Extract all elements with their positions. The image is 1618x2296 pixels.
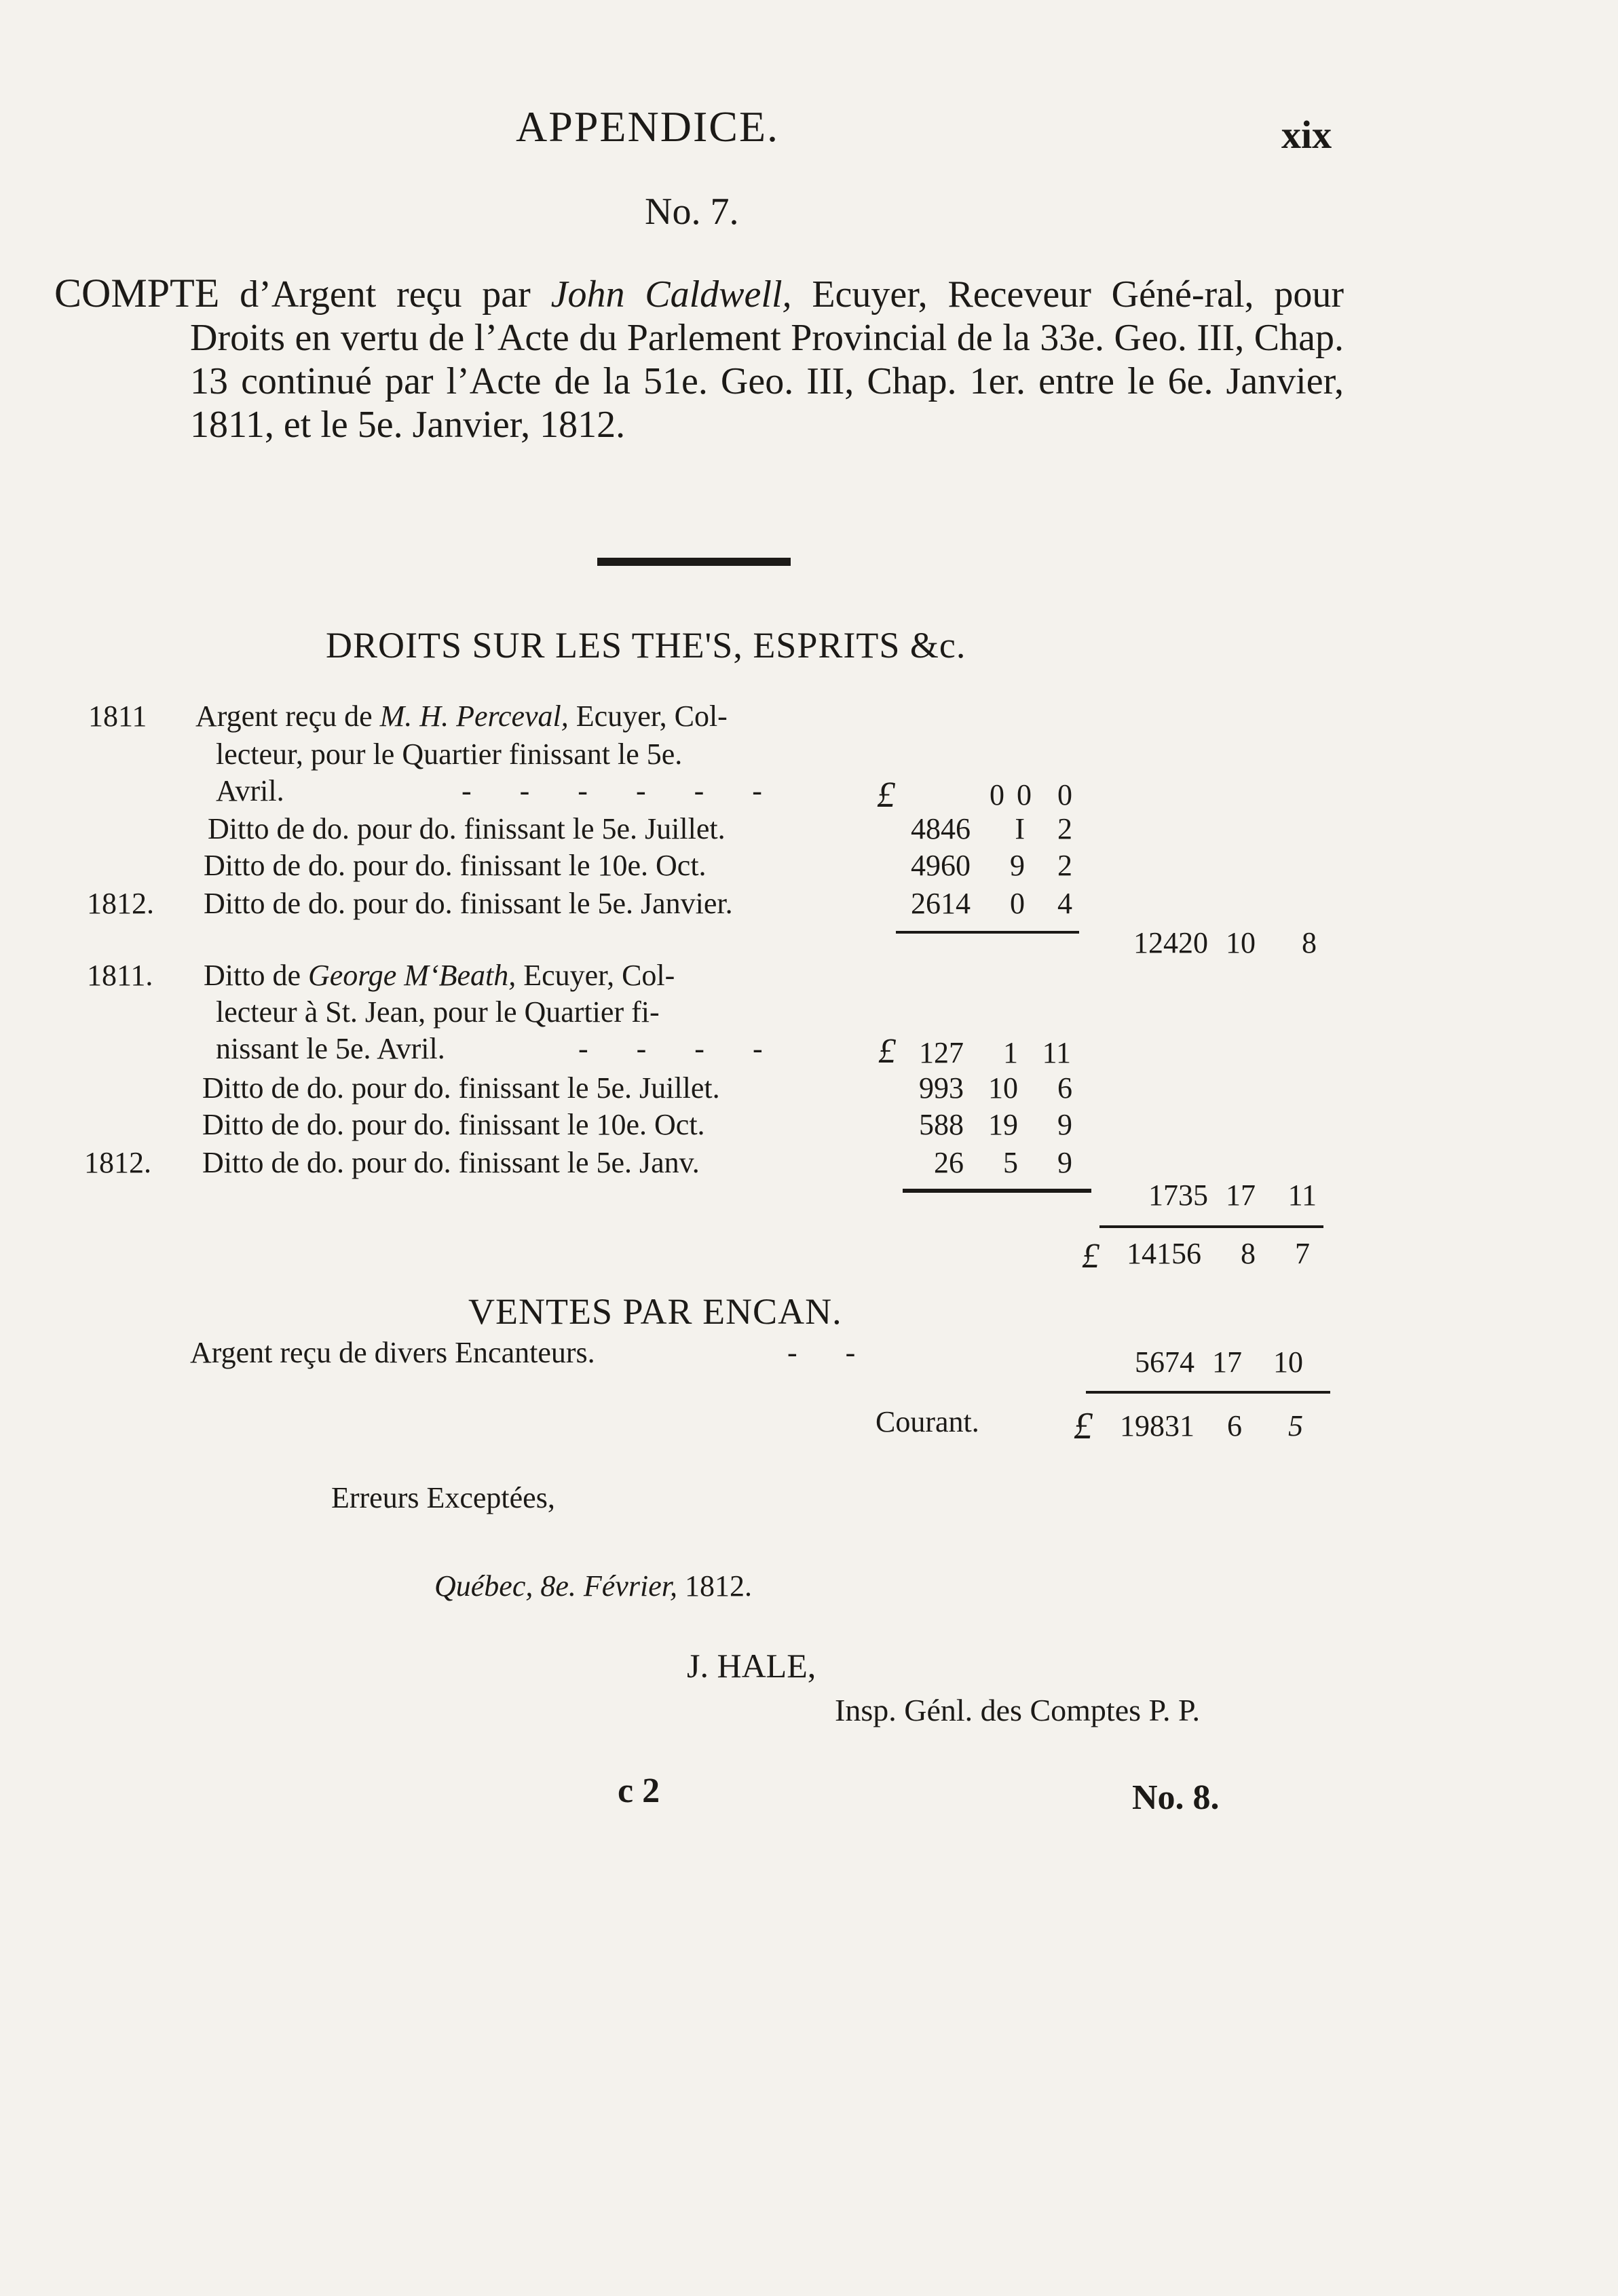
signature-mark: c 2 bbox=[618, 1772, 660, 1810]
g1r4-text: Ditto de do. pour do. finissant le 5e. Janvier. bbox=[204, 887, 733, 920]
signatory-name: J. HALE, bbox=[687, 1647, 816, 1685]
g1r2-pounds: 4846 bbox=[911, 812, 971, 845]
currency-sign: £ bbox=[878, 1032, 896, 1071]
subtotal-rule bbox=[1099, 1225, 1323, 1228]
document-number: No. 7. bbox=[645, 191, 739, 233]
section2-heading: VENTES PAR ENCAN. bbox=[468, 1291, 842, 1332]
g2r1-pounds: 127 bbox=[919, 1036, 964, 1069]
g2r3-text: Ditto de do. pour do. finissant le 10e. Oct. bbox=[202, 1108, 705, 1141]
g2r2-pounds: 993 bbox=[919, 1071, 964, 1105]
g2-total-shillings: 17 bbox=[1226, 1179, 1256, 1212]
section2-shillings: 17 bbox=[1212, 1345, 1242, 1379]
g1r3-pence: 2 bbox=[1057, 849, 1072, 882]
g2r1-line-b: Ecuyer, Col- bbox=[523, 959, 675, 992]
g2r2-text: Ditto de do. pour do. finissant le 5e. Juillet. bbox=[202, 1071, 720, 1105]
g1r1-pounds: 0 bbox=[990, 778, 1004, 811]
g1r3-shillings: 9 bbox=[1010, 849, 1025, 882]
grand-total-pounds: 19831 bbox=[1120, 1409, 1194, 1442]
place: Québec, bbox=[434, 1569, 533, 1603]
grand-total-rule bbox=[1086, 1391, 1330, 1394]
page-title: APPENDICE. bbox=[516, 102, 780, 151]
group1-row1-text3: Avril. bbox=[216, 774, 284, 807]
intro-paragraph bbox=[54, 271, 1344, 446]
grand-total-pence: 5 bbox=[1288, 1409, 1303, 1442]
g1r3-text: Ditto de do. pour do. finissant le 10e. Oct. bbox=[204, 849, 707, 882]
g1r2-text: Ditto de do. pour do. finissant le 5e. Juillet. bbox=[208, 812, 726, 845]
g2r1-text3: nissant le 5e. Avril. bbox=[216, 1032, 445, 1065]
section2-pence: 10 bbox=[1273, 1345, 1303, 1379]
currency-sign: £ bbox=[1082, 1237, 1099, 1276]
g1r1-line-b: Ecuyer, Col- bbox=[576, 700, 728, 733]
g2r3-shillings: 19 bbox=[988, 1108, 1018, 1141]
section2-dots: - - bbox=[787, 1336, 876, 1369]
group1-underline bbox=[896, 931, 1079, 934]
group1-row1-year: 1811 bbox=[88, 700, 147, 733]
g2r1-pence: 11 bbox=[1042, 1036, 1071, 1069]
group1-row1-dots: - - - - - - bbox=[462, 774, 783, 807]
section1-heading: DROITS SUR LES THE'S, ESPRITS &c. bbox=[326, 625, 966, 666]
g1r1-pence: 0 bbox=[1057, 778, 1072, 811]
intro-text-2: Ecuyer, Receveur Géné-ral, pour Droits en vertu de l’Acte du Parlement Provincial de la 33e. Geo. III, Chap. 13 continué par l’Acte de la 51e. Geo. III, Chap. 1er. entre le 6e. Janvier, 1811, et le 5e. Janvier, 1812. bbox=[190, 273, 1344, 446]
group1-row1-text bbox=[195, 699, 728, 733]
currency-sign: £ bbox=[1074, 1405, 1093, 1447]
g1r4-pence: 4 bbox=[1057, 887, 1072, 920]
section2-text: Argent reçu de divers Encanteurs. bbox=[190, 1336, 595, 1369]
g1-total-shillings: 10 bbox=[1226, 926, 1256, 959]
g2r1-text bbox=[204, 958, 675, 993]
errors-excepted: Erreurs Exceptées, bbox=[331, 1481, 555, 1514]
g2r1-year: 1811. bbox=[87, 959, 153, 992]
grand-total-shillings: 6 bbox=[1227, 1409, 1242, 1442]
g1r4-year: 1812. bbox=[87, 887, 154, 920]
subtotal-pence: 7 bbox=[1295, 1237, 1310, 1270]
g2r2-shillings: 10 bbox=[988, 1071, 1018, 1105]
g2r3-pounds: 588 bbox=[919, 1108, 964, 1141]
g2r4-year: 1812. bbox=[84, 1146, 151, 1179]
g2r2-pence: 6 bbox=[1057, 1071, 1072, 1105]
g2r1-dots: - - - - bbox=[578, 1032, 783, 1065]
intro-lead: COMPTE bbox=[54, 271, 220, 315]
group1-row1-text2: lecteur, pour le Quartier finissant le 5e. bbox=[216, 738, 683, 771]
group2-underline bbox=[903, 1189, 1091, 1193]
g1r3-pounds: 4960 bbox=[911, 849, 971, 882]
g1r1-line-a: Argent reçu de bbox=[195, 700, 373, 733]
g2-total-pounds: 1735 bbox=[1148, 1179, 1208, 1212]
g2r4-text: Ditto de do. pour do. finissant le 5e. Janv. bbox=[202, 1146, 700, 1179]
subtotal-pounds: 14156 bbox=[1127, 1237, 1201, 1270]
signatory-title: Insp. Génl. des Comptes P. P. bbox=[835, 1693, 1200, 1727]
intro-text-1: d’Argent reçu par bbox=[219, 273, 551, 315]
next-document-number: No. 8. bbox=[1132, 1778, 1220, 1817]
g1r2-shillings: I bbox=[1015, 812, 1025, 845]
g1r1-shillings: 0 bbox=[1017, 778, 1032, 811]
g1r1-person: M. H. Perceval, bbox=[379, 700, 569, 733]
g2r1-person: George M‘Beath, bbox=[307, 959, 516, 992]
g2r1-line-a: Ditto de bbox=[204, 959, 301, 992]
subtotal-shillings: 8 bbox=[1241, 1237, 1256, 1270]
g2r4-shillings: 5 bbox=[1003, 1146, 1018, 1179]
currency-sign: £ bbox=[877, 774, 895, 815]
g1r2-pence: 2 bbox=[1057, 812, 1072, 845]
g1-total-pounds: 12420 bbox=[1133, 926, 1208, 959]
g1-total-pence: 8 bbox=[1302, 926, 1317, 959]
g1r4-pounds: 2614 bbox=[911, 887, 971, 920]
intro-person: John Caldwell, bbox=[550, 273, 792, 315]
section2-pounds: 5674 bbox=[1135, 1345, 1194, 1379]
grand-total-label: Courant. bbox=[876, 1405, 979, 1438]
date: 8e. Février, bbox=[540, 1569, 677, 1603]
g2r1-shillings: 1 bbox=[1003, 1036, 1018, 1069]
g2r4-pence: 9 bbox=[1057, 1146, 1072, 1179]
g2r3-pence: 9 bbox=[1057, 1108, 1072, 1141]
g1r4-shillings: 0 bbox=[1010, 887, 1025, 920]
page-number: xix bbox=[1281, 113, 1332, 157]
g2r4-pounds: 26 bbox=[934, 1146, 964, 1179]
year: 1812. bbox=[684, 1569, 752, 1603]
place-date bbox=[434, 1569, 752, 1603]
section-divider bbox=[597, 558, 791, 566]
g2-total-pence: 11 bbox=[1287, 1179, 1317, 1212]
g2r1-text2: lecteur à St. Jean, pour le Quartier fi- bbox=[216, 995, 660, 1029]
